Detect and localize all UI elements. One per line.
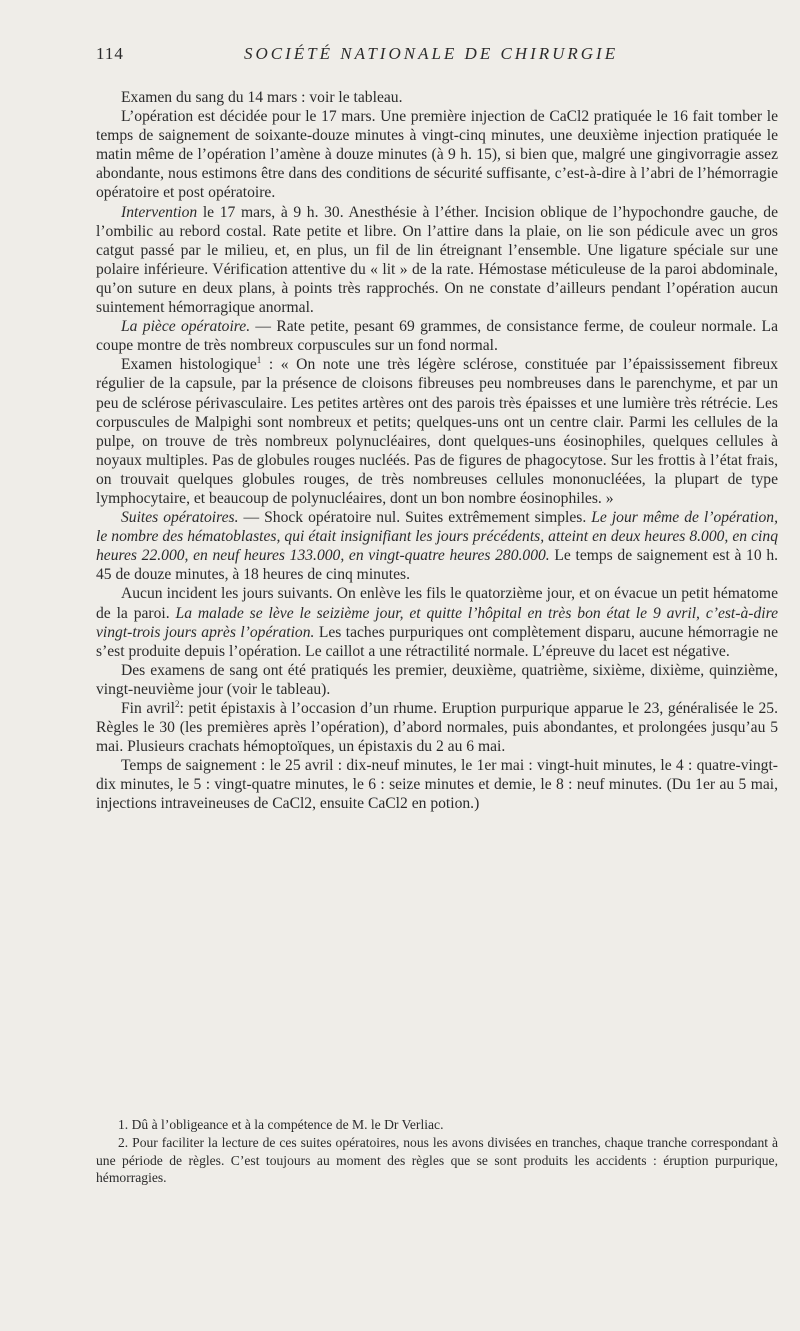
paragraph-text: Des examens de sang ont été pratiqués les premier, deuxième, quatrième, sixième, dixième, quinzième, vingt-neuvième jour (voir le tableau). (96, 661, 778, 698)
paragraph-specimen (96, 317, 778, 355)
paragraph-text: le 17 mars, à 9 h. 30. Anesthésie à l’éther. Incision oblique de l’hypochondre gauche, de l’ombilic au rebord costal. Rate petite et libre. On l’attire dans la plaie, on lie son pédicule avec un gros catgut passé par le milieu, et, en plus, un fil de lin étreignant l’ensemble. Une ligature spéciale sur une polaire inférieure. Vérification attentive du « lit » de la rate. Hémostase méticuleuse de la paroi abdominale, qu’on suture en deux plans, à points très rapprochés. On ne constate d’ailleurs pendant l’opération aucun suintement hémorragique anormal. (96, 203, 778, 317)
paragraph-text: L’opération est décidée pour le 17 mars. Une première injection de CaCl2 pratiquée le 16 fait tomber le temps de saignement de soixante-douze minutes à vingt-cinq minutes, une deuxième injection pratiquée le matin même de l’opération l’amène à douze minutes (à 9 h. 15), si bien que, malgré une gingivorragie assez abondante, nous estimons être dans des conditions de sécurité suffisante, c’est-à-dire à l’abri de l’hémorragie opératoire et post opératoire. (96, 108, 778, 202)
paragraph-blood-exam (96, 88, 778, 107)
paragraph-histology (96, 355, 778, 508)
page-header (96, 44, 736, 68)
paragraph-lead: Suites opératoires. (121, 509, 239, 527)
paragraph-postop (96, 508, 778, 584)
footnote-ref-1: 1 (256, 355, 262, 366)
paragraph-text: Fin avril (121, 700, 175, 717)
paragraph-operation-decision (96, 107, 778, 202)
paragraph-end-april (96, 699, 778, 756)
footnotes (96, 1116, 778, 1187)
paragraph-text: Examen du sang du 14 mars : voir le tableau. (121, 89, 403, 106)
footnote-2: 2. Pour faciliter la lecture de ces suites opératoires, nous les avons divisées en tranches, chaque tranche correspondant à une période de règles. C’est toujours au moment des règles que se sont produits les accidents : éruption purpurique, hémorragies. (96, 1134, 778, 1186)
paragraph-intervention (96, 203, 778, 318)
page-number: 114 (96, 44, 124, 63)
paragraph-text: Aucun incident les jours suivants. On enlève les fils le quatorzième jour, et on évacue un petit hématome de la paroi. (96, 585, 778, 622)
footnote-1: 1. Dû à l’obligeance et à la compétence de M. le Dr Verliac. (118, 1117, 444, 1132)
paragraph-italic-text: La malade se lève le seizième jour, et quitte l’hôpital en très bon état le 9 avril, c’est-à-dire vingt-trois jours après l’opération. (96, 604, 778, 641)
paragraph-italic-text: Le jour même de l’opération, le nombre des hématoblastes, qui était insignifiant les jours précédents, atteint en deux heures 8.000, en cinq heures 22.000, en neuf heures 133.000, en vingt-quatre heures 280.000. (96, 509, 778, 565)
paragraph-text: — Shock opératoire nul. Suites extrêmement simples. (238, 509, 592, 527)
paragraph-recovery (96, 584, 778, 660)
paragraph-blood-exams (96, 661, 778, 699)
paragraph-text: : petit épistaxis à l’occasion d’un rhume. Eruption purpurique apparue le 23, généralisée le 25. Règles le 30 (les premières après l’opération), d’abord normales, puis abondantes, et prolongées jusqu’au 5 mai. Plusieurs crachats hémoptoïques, un épistaxis du 2 au 6 mai. (96, 700, 778, 756)
paragraph-text: — Rate petite, pesant 69 grammes, de consistance ferme, de couleur normale. La coupe montre de très nombreux corpuscules sur un fond normal. (96, 318, 779, 355)
paragraph-text: Examen histologique (121, 356, 257, 374)
body-text (96, 88, 778, 814)
footnote-ref-2: 2 (175, 699, 180, 709)
paragraph-text: Les taches purpuriques ont complètement disparu, aucune hémorragie ne s’est produite depuis l’opération. Le caillot a une rétractilité normale. L’épreuve du lacet est négative. (96, 623, 778, 660)
paragraph-text: Le temps de saignement est à 10 h. 45 de douze minutes, à 18 heures de cinq minutes. (96, 547, 779, 584)
paragraph-lead: La pièce opératoire. (121, 318, 251, 336)
paragraph-lead: Intervention (121, 203, 198, 221)
running-head: SOCIÉTÉ NATIONALE DE CHIRURGIE (244, 44, 619, 63)
paragraph-text: : « On note une très légère sclérose, constituée par l’épaississement fibreux régulier de la capsule, par la présence de cloisons fibreuses peu nombreuses dans le parenchyme, et par un peu de sclérose périvasculaire. Les petites artères ont des parois très épaisses et une lumière très rétrécie. Les corpuscules de Malpighi sont nombreux et petits; quelques-uns ont un centre clair. Parmi les cellules de la pulpe, on trouve de très nombreux polynucléaires, dont quelques-uns éosinophiles, quelques cellules à noyaux multiples. Pas de globules rouges nucléés. Pas de figures de phagocytose. Sur les frottis à l’état frais, on trouvait quelques globules rouges, de très nombreuses cellules mononucléées, la plupart de type lymphocytaire, et beaucoup de polynucléaires, dont un bon nombre éosinophiles. » (96, 356, 778, 507)
paragraph-bleeding-time (96, 756, 778, 813)
paragraph-text: Temps de saignement : le 25 avril : dix-neuf minutes, le 1er mai : vingt-huit minutes, le 4 : quatre-vingt-dix minutes, le 5 : vingt-quatre minutes, le 6 : seize minutes et demie, le 8 : neuf minutes. (Du 1er au 5 mai, injections intraveineuses de CaCl2, ensuite CaCl2 en potion.) (96, 757, 778, 813)
